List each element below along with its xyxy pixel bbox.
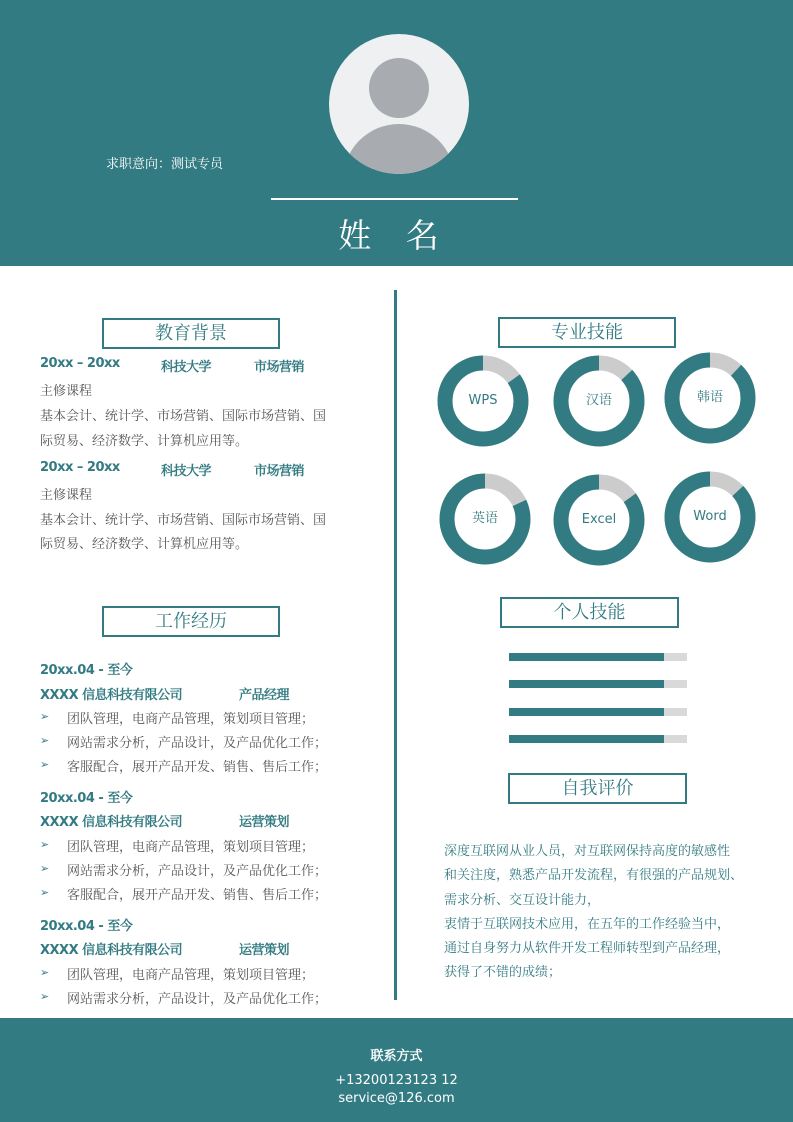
skill-bar-fill [509,708,664,716]
edu-courses: 际贸易、经济数学、计算机应用等。 [40,537,249,552]
edu-courses: 际贸易、经济数学、计算机应用等。 [40,434,249,449]
self-eval-line: 通过自身努力从软件开发工程师转型到产品经理， [444,941,731,957]
edu-courses: 基本会计、统计学、市场营销、国际市场营销、国 [40,513,327,528]
arrow-bullet-icon: ➢ [40,734,50,747]
edu-school: 科技大学 [161,464,212,479]
section-title-self-eval: 自我评价 [508,773,687,804]
job-duty: ➢ 网站需求分析，产品设计，及产品优化工作； [40,734,328,751]
contact-title: 联系方式 [370,1049,423,1064]
self-eval-line: 获得了不错的成绩； [444,965,562,981]
self-eval-line: 深度互联网从业人员，对互联网保持高度的敏感性 [444,844,731,859]
skill-bar-fill [509,735,664,743]
skill-ring-label: Excel [581,512,617,527]
section-title-personal-skills: 个人技能 [500,597,679,628]
job-role: 运营策划 [239,943,290,958]
job-duty: ➢ 客服配合，展开产品开发、销售、售后工作； [40,886,328,903]
skill-ring-label: 韩语 [696,390,723,405]
job-duty: ➢ 网站需求分析，产品设计，及产品优化工作； [40,862,328,879]
skill-ring [439,473,531,565]
self-eval-line: 衷情于互联网技术应用，在五年的工作经验当中， [444,916,731,932]
skill-ring [437,355,529,447]
job-company: XXXX 信息科技有限公司 [40,815,183,830]
job-duty: ➢ 团队管理，电商产品管理，策划项目管理； [40,710,315,727]
skill-ring [664,352,756,444]
skill-bar-fill [509,653,664,661]
arrow-bullet-icon: ➢ [40,990,50,1003]
skill-ring [553,355,645,447]
arrow-bullet-icon: ➢ [40,862,50,875]
avatar [329,34,469,174]
footer-contact [0,1018,793,1122]
edu-major: 市场营销 [254,464,305,479]
skill-ring-label: 英语 [471,511,498,526]
section-title-skills: 专业技能 [498,317,676,348]
skill-ring [664,471,756,563]
section-title-education: 教育背景 [102,318,280,349]
arrow-bullet-icon: ➢ [40,838,50,851]
skill-bar [509,735,687,743]
skill-bar-fill [509,680,664,688]
section-title-work: 工作经历 [102,606,280,637]
job-period: 20xx.04 - 至今 [40,791,133,806]
skill-ring-label: 汉语 [585,393,612,408]
edu-major: 市场营销 [254,360,305,375]
job-role: 产品经理 [239,688,290,703]
skill-bar [509,680,687,688]
edu-school: 科技大学 [161,360,212,375]
skill-bar [509,708,687,716]
self-eval-line: 和关注度，熟悉产品开发流程，有很强的产品规划、 [444,868,744,884]
arrow-bullet-icon: ➢ [40,758,50,771]
arrow-bullet-icon: ➢ [40,886,50,899]
job-company: XXXX 信息科技有限公司 [40,688,183,703]
header-banner [0,0,793,266]
self-eval-text [444,840,764,986]
job-period: 20xx.04 - 至今 [40,919,133,934]
self-eval-line: 需求分析、交互设计能力， [444,892,601,908]
job-company: XXXX 信息科技有限公司 [40,943,183,958]
edu-course-label: 主修课程 [40,384,93,399]
arrow-bullet-icon: ➢ [40,966,50,979]
contact-email: service@126.com [338,1091,455,1106]
column-divider [394,290,397,1000]
job-duty: ➢ 团队管理，电商产品管理，策划项目管理； [40,838,315,855]
skill-ring-label: WPS [468,393,498,408]
arrow-bullet-icon: ➢ [40,710,50,723]
name-divider [271,198,518,200]
avatar-body-icon [343,124,455,174]
edu-courses: 基本会计、统计学、市场营销、国际市场营销、国 [40,409,327,424]
edu-period: 20xx – 20xx [40,460,120,475]
skill-ring-label: Word [693,509,727,524]
job-role: 运营策划 [239,815,290,830]
job-period: 20xx.04 - 至今 [40,663,133,678]
avatar-head-icon [369,58,429,118]
job-duty: ➢ 网站需求分析，产品设计，及产品优化工作； [40,990,328,1007]
job-duty: ➢ 客服配合，展开产品开发、销售、售后工作； [40,758,328,775]
job-intent: 求职意向：测试专员 [106,157,224,172]
skill-ring [553,474,645,566]
job-duty: ➢ 团队管理，电商产品管理，策划项目管理； [40,966,315,983]
edu-course-label: 主修课程 [40,488,93,503]
skill-bar [509,653,687,661]
edu-period: 20xx – 20xx [40,356,120,371]
candidate-name: 姓 名 [338,216,451,255]
contact-phone: +13200123123 12 [335,1073,458,1088]
